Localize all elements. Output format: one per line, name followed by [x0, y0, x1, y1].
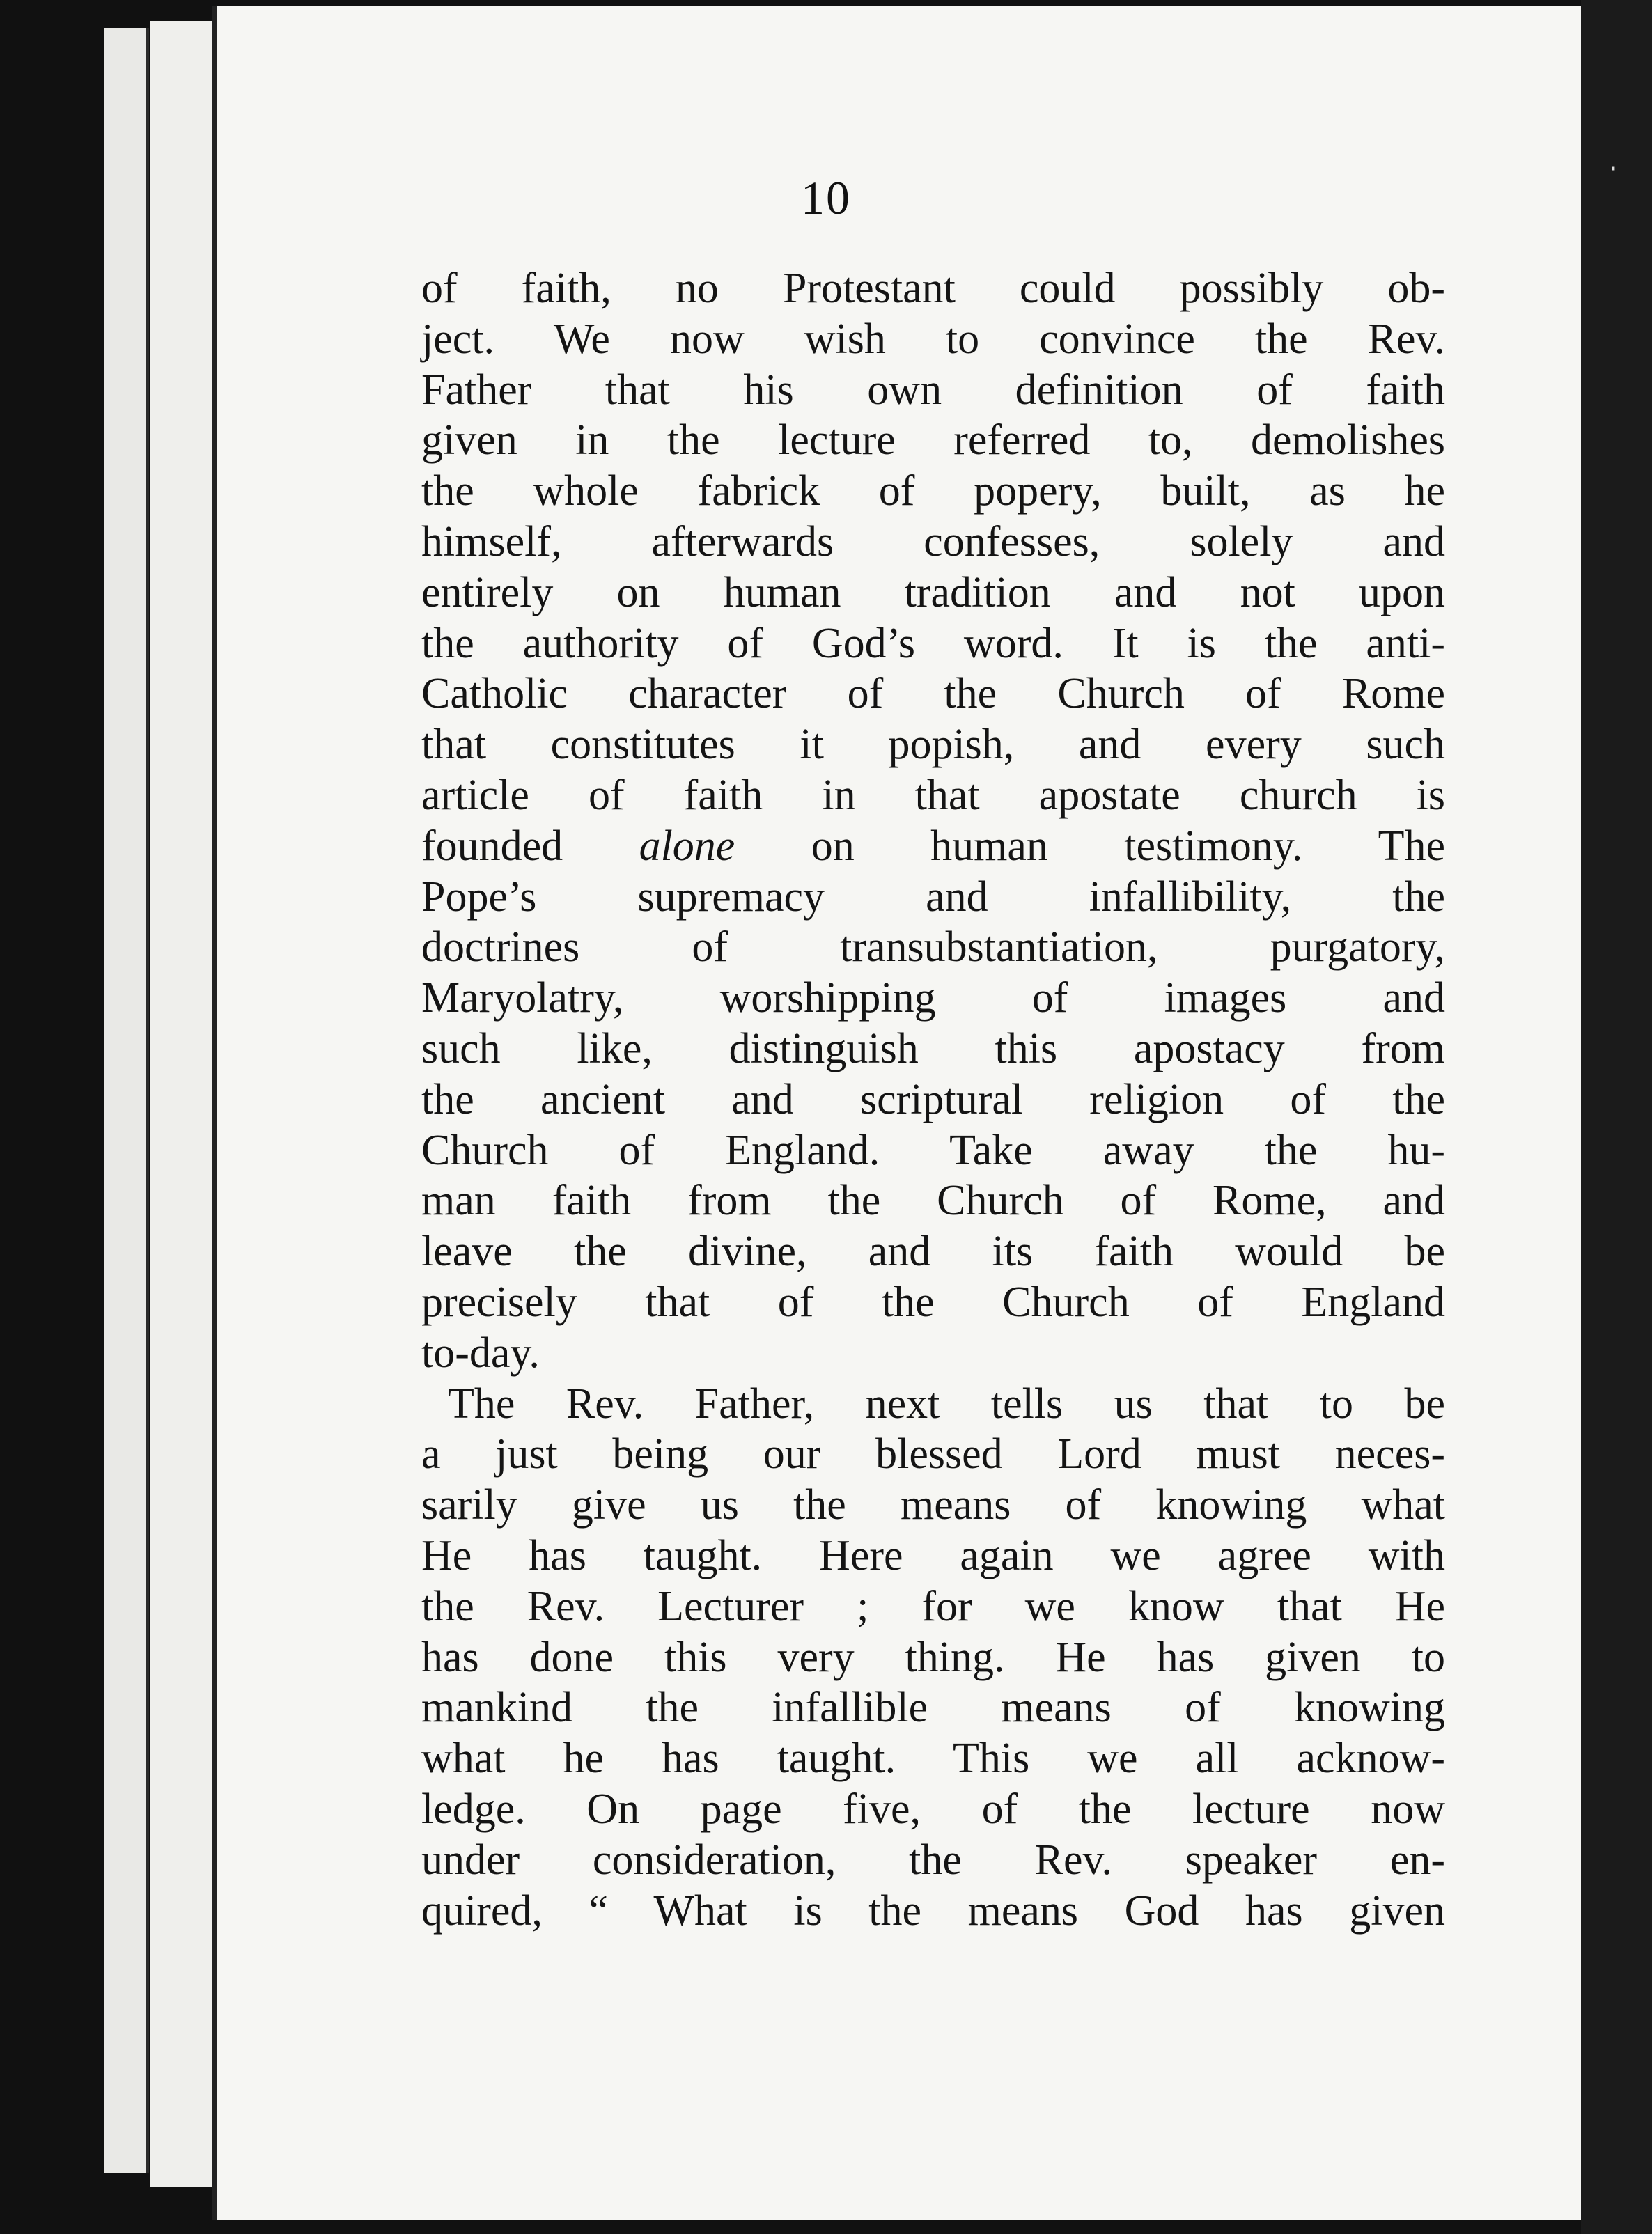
text-line: such like, distinguish this apostacy from — [421, 1024, 1445, 1072]
text-line: to-day. — [421, 1329, 540, 1377]
text-line: the Rev. Lecturer ; for we know that He — [421, 1582, 1445, 1630]
text-line: ject. We now wish to convince the Rev. — [421, 315, 1445, 363]
text-line: the whole fabrick of popery, built, as he — [421, 467, 1445, 515]
text-line: doctrines of transubstantiation, purgatory, — [421, 923, 1445, 971]
text-line: precisely that of the Church of England — [421, 1278, 1445, 1326]
text-line: himself, afterwards confesses, solely and — [421, 517, 1445, 565]
text-line: ledge. On page five, of the lecture now — [421, 1785, 1445, 1833]
page-edge-outer — [104, 28, 149, 2173]
text-line: quired, “ What is the means God has given — [421, 1887, 1445, 1935]
italic-word: alone — [639, 822, 735, 870]
text-line: Maryolatry, worshipping of images and — [421, 974, 1445, 1022]
text-line: Father that his own definition of faith — [421, 366, 1445, 414]
text-line: under consideration, the Rev. speaker en- — [421, 1836, 1445, 1884]
text-line: mankind the infallible means of knowing — [421, 1684, 1445, 1732]
scan-margin-right — [1581, 0, 1652, 2234]
text-line: He has taught. Here again we agree with — [421, 1531, 1445, 1579]
page-number: 10 — [801, 171, 851, 224]
text-line: of faith, no Protestant could possibly ob- — [421, 265, 1445, 312]
text-segment: on human testimony. The — [811, 822, 1445, 870]
text-line: man faith from the Church of Rome, and — [421, 1177, 1445, 1225]
scan-artifact: · — [1609, 153, 1618, 185]
text-line: leave the divine, and its faith would be — [421, 1228, 1445, 1276]
text-line: what he has taught. This we all acknow- — [421, 1735, 1445, 1783]
text-line: entirely on human tradition and not upon — [421, 568, 1445, 616]
text-line: Pope’s supremacy and infallibility, the — [421, 873, 1445, 921]
text-segment: founded — [421, 822, 563, 870]
text-line: has done this very thing. He has given to — [421, 1633, 1445, 1681]
text-line: The Rev. Father, next tells us that to be — [448, 1380, 1445, 1428]
text-line: Catholic character of the Church of Rome — [421, 670, 1445, 718]
page-edge-inner — [150, 21, 216, 2187]
text-line-with-italic — [421, 821, 1445, 872]
text-line: that constitutes it popish, and every such — [421, 721, 1445, 769]
body-text — [421, 263, 1445, 1936]
text-line: article of faith in that apostate church is — [421, 771, 1445, 819]
text-line: the ancient and scriptural religion of the — [421, 1075, 1445, 1123]
text-line: given in the lecture referred to, demolishes — [421, 416, 1445, 464]
text-line: sarily give us the means of knowing what — [421, 1481, 1445, 1529]
text-line: the authority of God’s word. It is the anti- — [421, 619, 1445, 667]
text-line: a just being our blessed Lord must neces- — [421, 1430, 1445, 1478]
text-line: Church of England. Take away the hu- — [421, 1126, 1445, 1174]
